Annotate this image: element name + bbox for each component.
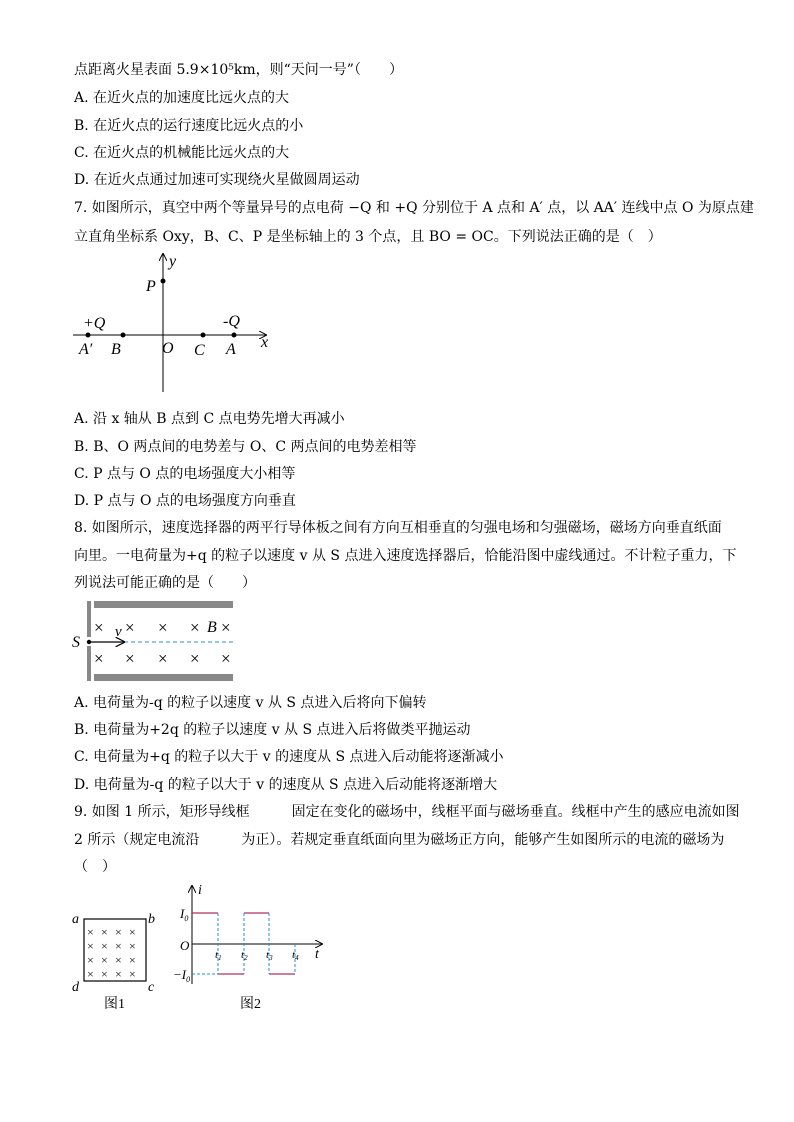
cross: × bbox=[115, 939, 122, 953]
q9-stem-line1: 9. 如图 1 所示，矩形导线框 固定在变化的磁场中，线框平面与磁场垂直。线框中产生的感应电流如图 bbox=[74, 804, 740, 820]
q8-stem-line2: 向里。一电荷量为+q 的粒子以速度 v 从 S 点进入速度选择器后，恰能沿图中虚线通过。不计粒子重力，下 bbox=[74, 548, 737, 564]
label-b: B bbox=[111, 341, 121, 358]
label-v: v bbox=[115, 624, 122, 640]
cross: × bbox=[94, 618, 104, 637]
cross: × bbox=[87, 953, 94, 967]
cross: × bbox=[101, 939, 108, 953]
label-o: O bbox=[162, 340, 174, 357]
q8-option-a: A. 电荷量为-q 的粒子以速度 v 从 S 点进入后将向下偏转 bbox=[74, 695, 427, 711]
label-c: c bbox=[148, 980, 155, 995]
q7-option-b: B. B、O 两点间的电势差与 O、C 两点间的电势差相等 bbox=[74, 439, 417, 455]
label-a: a bbox=[72, 912, 79, 927]
cross: × bbox=[94, 649, 104, 668]
cross: × bbox=[129, 925, 136, 939]
label-s: S bbox=[72, 634, 80, 651]
t2-label: t2 bbox=[241, 949, 248, 962]
cross: × bbox=[87, 925, 94, 939]
field-crosses bbox=[87, 925, 136, 981]
cross: × bbox=[115, 953, 122, 967]
q6-option-d: D. 在近火点通过加速可实现绕火星做圆周运动 bbox=[74, 172, 360, 188]
cross: × bbox=[115, 967, 122, 981]
neg-i0-label: $-I_0$ bbox=[173, 967, 191, 984]
q7-stem-line1: 7. 如图所示，真空中两个等量异号的点电荷 −Q 和 +Q 分别位于 A 点和 A′ 点，以 AA′ 连线中点 O 为原点建 bbox=[74, 200, 754, 216]
figure-2-caption: 图2 bbox=[240, 997, 261, 1012]
point-p bbox=[161, 279, 166, 284]
t3-label: t3 bbox=[266, 949, 273, 962]
q9-stem-line2: 2 所示（规定电流沿 为正）。若规定垂直纸面向里为磁场正方向，能够产生如图所示的电流的磁场为 bbox=[74, 832, 725, 848]
q8-option-b: B. 电荷量为+2q 的粒子以速度 v 从 S 点进入后将做类平抛运动 bbox=[74, 722, 471, 738]
x-axis-label: x bbox=[261, 334, 269, 351]
y-axis-label: y bbox=[169, 253, 177, 270]
q8-stem-line1: 8. 如图所示，速度选择器的两平行导体板之间有方向互相垂直的匀强电场和匀强磁场，磁场方向垂直纸面 bbox=[74, 520, 722, 536]
q6-option-b: B. 在近火点的运行速度比远火点的小 bbox=[74, 118, 304, 134]
cross: × bbox=[158, 649, 168, 668]
figure-1-caption: 图1 bbox=[104, 997, 125, 1012]
label-c: C bbox=[194, 342, 205, 359]
bottom-plate bbox=[94, 674, 233, 681]
q8-velocity-selector-figure bbox=[68, 598, 243, 684]
i-axis-label: i bbox=[198, 883, 202, 898]
cross: × bbox=[190, 649, 200, 668]
label-a-prime: A′ bbox=[79, 341, 93, 358]
point-b bbox=[121, 333, 126, 338]
q9-figure-1-wire-frame bbox=[68, 905, 168, 1015]
cross: × bbox=[221, 618, 231, 637]
cross: × bbox=[87, 967, 94, 981]
origin-label: O bbox=[180, 938, 190, 953]
label-a: A bbox=[226, 341, 236, 358]
cross: × bbox=[115, 925, 122, 939]
q8-option-d: D. 电荷量为-q 的粒子以大于 v 的速度从 S 点进入后动能将逐渐增大 bbox=[74, 777, 498, 793]
cross: × bbox=[87, 939, 94, 953]
q9-stem-line3: （ ） bbox=[74, 859, 116, 875]
slit-wall-lower bbox=[87, 646, 91, 681]
q9-figure-2-current-graph bbox=[170, 880, 330, 1015]
label-minus-q: -Q bbox=[223, 313, 240, 330]
cross: × bbox=[129, 953, 136, 967]
t-axis-label: t bbox=[315, 947, 319, 962]
label-d: d bbox=[72, 980, 79, 995]
label-p: P bbox=[146, 278, 156, 295]
q7-option-d: D. P 点与 O 点的电场强度方向垂直 bbox=[74, 493, 296, 509]
q7-coordinate-figure bbox=[68, 250, 288, 398]
cross: × bbox=[101, 967, 108, 981]
cross: × bbox=[158, 618, 168, 637]
q8-stem-line3: 列说法可能正确的是（ ） bbox=[74, 575, 256, 591]
cross: × bbox=[101, 925, 108, 939]
slit-wall-upper bbox=[87, 601, 91, 637]
t4-label: t4 bbox=[292, 949, 299, 962]
q7-stem-line2: 立直角坐标系 Oxy，B、C、P 是坐标轴上的 3 个点，且 BO = OC。下列说法正确的是（ ） bbox=[74, 229, 662, 245]
cross: × bbox=[129, 939, 136, 953]
q6-stem-tail: 点距离火星表面 5.9×10⁵km，则“天问一号”（ ） bbox=[74, 62, 403, 78]
point-s bbox=[87, 640, 91, 644]
q8-option-c: C. 电荷量为+q 的粒子以大于 v 的速度从 S 点进入后动能将逐渐减小 bbox=[74, 749, 504, 765]
q6-option-c: C. 在近火点的机械能比远火点的大 bbox=[74, 145, 290, 161]
cross: × bbox=[125, 649, 135, 668]
label-b: b bbox=[148, 912, 155, 927]
i0-label: $I_0$ bbox=[180, 906, 189, 923]
cross: × bbox=[129, 967, 136, 981]
point-c bbox=[201, 333, 206, 338]
top-plate bbox=[94, 601, 233, 608]
point-a bbox=[232, 333, 237, 338]
q6-option-a: A. 在近火点的加速度比远火点的大 bbox=[74, 90, 290, 106]
point-a-prime bbox=[86, 333, 91, 338]
label-b-field: B bbox=[207, 619, 217, 636]
q7-option-a: A. 沿 x 轴从 B 点到 C 点电势先增大再减小 bbox=[74, 411, 345, 427]
q7-option-c: C. P 点与 O 点的电场强度大小相等 bbox=[74, 466, 296, 482]
cross: × bbox=[125, 618, 135, 637]
t1-label: t1 bbox=[215, 949, 222, 962]
label-plus-q: +Q bbox=[83, 315, 106, 332]
cross: × bbox=[101, 953, 108, 967]
cross: × bbox=[221, 649, 231, 668]
cross: × bbox=[190, 618, 200, 637]
